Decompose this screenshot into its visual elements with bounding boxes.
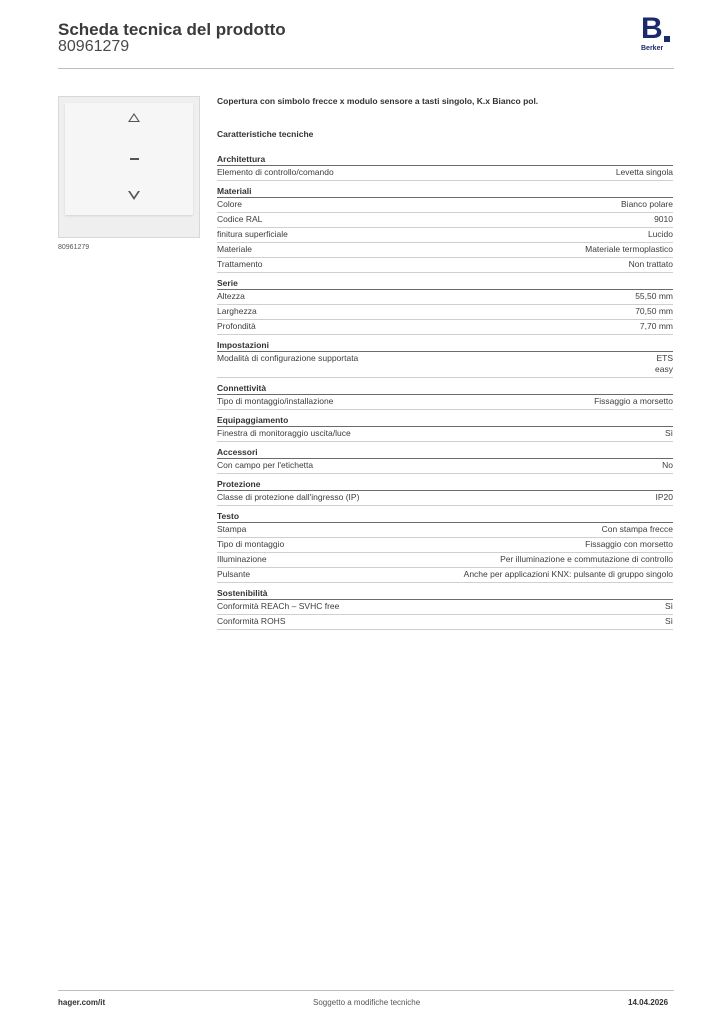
- spec-section: [217, 510, 673, 583]
- spec-row: [217, 258, 673, 273]
- minus-icon: [130, 158, 139, 160]
- spec-value: No: [662, 460, 673, 470]
- spec-label: Stampa: [217, 524, 247, 534]
- section-title: Impostazioni: [217, 339, 673, 352]
- spec-section: [217, 414, 673, 442]
- spec-label: Tipo di montaggio/installazione: [217, 396, 334, 406]
- spec-section: [217, 446, 673, 474]
- spec-sections: [217, 153, 673, 630]
- section-title: Accessori: [217, 446, 673, 459]
- spec-row: [217, 459, 673, 474]
- spec-section: [217, 587, 673, 630]
- spec-value: 70,50 mm: [635, 306, 673, 316]
- spec-label: Materiale: [217, 244, 252, 254]
- product-image: [58, 96, 200, 238]
- spec-label: Tipo di montaggio: [217, 539, 285, 549]
- spec-label: Altezza: [217, 291, 245, 301]
- spec-row: [217, 290, 673, 305]
- spec-label: Con campo per l'etichetta: [217, 460, 314, 470]
- spec-row: [217, 228, 673, 243]
- section-title: Serie: [217, 277, 673, 290]
- section-title: Connettività: [217, 382, 673, 395]
- spec-label: Profondità: [217, 321, 256, 331]
- spec-label: Larghezza: [217, 306, 257, 316]
- spec-label: Conformità ROHS: [217, 616, 286, 626]
- spec-row: [217, 243, 673, 258]
- spec-value: Levetta singola: [615, 167, 673, 177]
- spec-section: [217, 478, 673, 506]
- spec-label: Finestra di monitoraggio uscita/luce: [217, 428, 351, 438]
- spec-section: [217, 382, 673, 410]
- spec-value: Con stampa frecce: [601, 524, 673, 534]
- footer-date: 14.04.2026: [628, 998, 669, 1007]
- spec-row: [217, 523, 673, 538]
- technical-features-heading: Caratteristiche tecniche: [217, 129, 314, 139]
- spec-row: [217, 305, 673, 320]
- product-image-caption: 80961279: [58, 244, 90, 251]
- header-divider: [58, 68, 674, 69]
- spec-value: Non trattato: [628, 259, 673, 269]
- spec-row: [217, 491, 673, 506]
- spec-section: [217, 277, 673, 335]
- section-title: Equipaggiamento: [217, 414, 673, 427]
- spec-row: [217, 600, 673, 615]
- footer-divider: [58, 990, 674, 991]
- spec-row: [217, 538, 673, 553]
- spec-value: Sì: [664, 428, 673, 438]
- spec-section: [217, 185, 673, 273]
- spec-row: [217, 213, 673, 228]
- spec-content: [217, 96, 673, 630]
- spec-value: Materiale termoplastico: [585, 244, 673, 254]
- footer-note: Soggetto a modifiche tecniche: [313, 998, 421, 1007]
- spec-label: finitura superficiale: [217, 229, 288, 239]
- spec-label: Colore: [217, 199, 243, 209]
- spec-label: Conformità REACh – SVHC free: [217, 601, 340, 611]
- spec-row: [217, 166, 673, 181]
- logo-wordmark: Berker: [641, 45, 664, 52]
- arrow-up-icon: [128, 113, 140, 122]
- spec-row: [217, 352, 673, 378]
- spec-value: Anche per applicazioni KNX: pulsante di gruppo singolo: [463, 569, 673, 579]
- logo-dot: [664, 36, 670, 42]
- section-title: Protezione: [217, 478, 673, 491]
- logo-letter: B: [641, 12, 663, 45]
- section-title: Materiali: [217, 185, 673, 198]
- footer-website[interactable]: hager.com/it: [58, 998, 106, 1007]
- spec-section: [217, 153, 673, 181]
- product-code: 80961279: [58, 38, 130, 55]
- spec-row: [217, 395, 673, 410]
- spec-label: Trattamento: [217, 259, 263, 269]
- page-title: Scheda tecnica del prodotto: [58, 20, 286, 39]
- spec-value: IP20: [655, 492, 673, 502]
- spec-value: Fissaggio con morsetto: [585, 539, 673, 549]
- spec-value: Lucido: [647, 229, 673, 239]
- spec-row: [217, 198, 673, 213]
- spec-row: [217, 427, 673, 442]
- spec-label: Pulsante: [217, 569, 251, 579]
- spec-label: Codice RAL: [217, 214, 263, 224]
- spec-section: [217, 339, 673, 378]
- section-title: Sostenibilità: [217, 587, 673, 600]
- spec-row: [217, 615, 673, 630]
- switch-cover: [65, 103, 193, 215]
- section-title: Testo: [217, 510, 673, 523]
- spec-value: 9010: [654, 214, 673, 224]
- product-description: Copertura con simbolo frecce x modulo sensore a tasti singolo, K.x Bianco pol.: [217, 96, 539, 106]
- spec-value: Per illuminazione e commutazione di controllo: [500, 554, 673, 564]
- spec-value: Sì: [664, 601, 673, 611]
- section-title: Architettura: [217, 153, 673, 166]
- spec-row: [217, 553, 673, 568]
- spec-row: [217, 568, 673, 583]
- spec-label: Elemento di controllo/comando: [217, 167, 334, 177]
- arrow-down-icon: [128, 191, 140, 200]
- spec-value: Fissaggio a morsetto: [594, 396, 673, 406]
- spec-value: Sì: [664, 616, 673, 626]
- spec-value: 7,70 mm: [639, 321, 673, 331]
- spec-value: Bianco polare: [621, 199, 673, 209]
- spec-label: Classe di protezione dall'ingresso (IP): [217, 492, 360, 502]
- spec-label: Illuminazione: [217, 554, 267, 564]
- spec-row: [217, 320, 673, 335]
- spec-value: 55,50 mm: [635, 291, 673, 301]
- spec-label: Modalità di configurazione supportata: [217, 353, 359, 363]
- spec-value: ETS easy: [655, 353, 673, 374]
- berker-logo[interactable]: [640, 12, 674, 54]
